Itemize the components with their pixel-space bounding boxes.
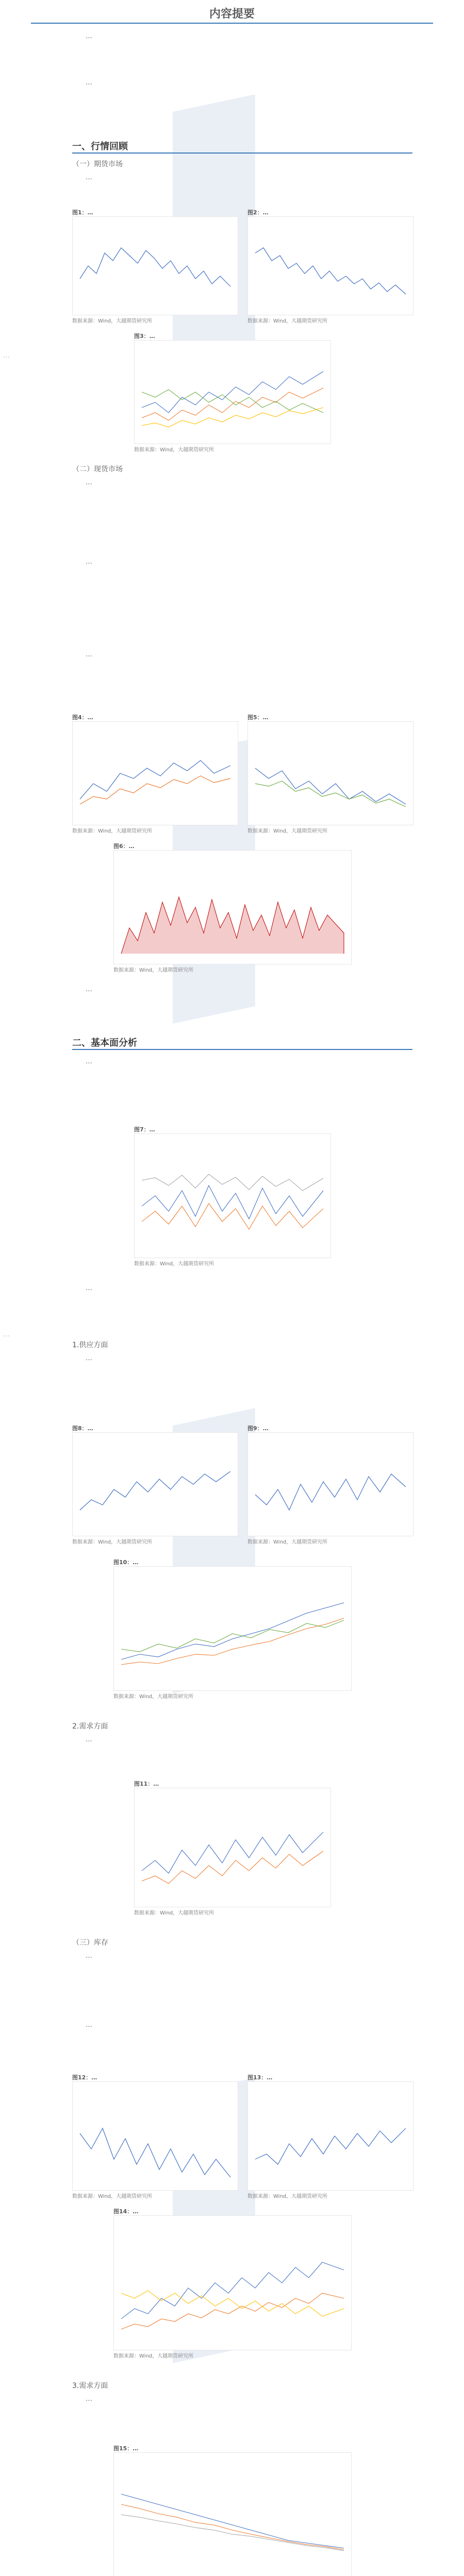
figure-5-series-line [255, 768, 406, 804]
figure-11-source: 数据来源：Wind，大越期货研究所 [134, 1910, 214, 1916]
figure-15-series-b [121, 2504, 344, 2550]
side-label-3 [2, 2421, 10, 2576]
figure-13-title: 图13：… [247, 2074, 273, 2081]
section-divider-2 [72, 1049, 412, 1050]
subheading-2-1: 1.供应方面 [72, 1341, 108, 1349]
figure-12-source: 数据来源：Wind，大越期货研究所 [72, 2194, 153, 2199]
figure-10 [113, 1566, 352, 1691]
figure-7-series-b [142, 1204, 323, 1229]
section2-intro-paragraph: … [86, 1058, 92, 1065]
figure-1 [72, 216, 238, 315]
figure-11-title: 图11：… [134, 1781, 159, 1787]
subheading-2-4: 3.需求方面 [72, 2382, 108, 2390]
figure-3-title: 图3：… [134, 333, 155, 340]
figure-9-svg [248, 1433, 413, 1536]
figure-14-series-c [121, 2291, 344, 2316]
figure-12-title: 图12：… [72, 2074, 97, 2081]
section1-sub2-paragraph-3: … [86, 651, 92, 658]
subheading-1-2: （二）现货市场 [72, 465, 123, 473]
figure-14-svg [114, 2216, 351, 2350]
figure-3-series-b [142, 388, 323, 420]
figure-5-series-line-2 [255, 781, 406, 807]
figure-9 [247, 1432, 413, 1536]
figure-5-source: 数据来源：Wind，大越期货研究所 [247, 828, 328, 834]
figure-2-svg [248, 217, 413, 315]
figure-13-svg [248, 2082, 413, 2190]
figure-14-series-a [121, 2262, 344, 2319]
figure-9-title: 图9：… [247, 1425, 269, 1432]
figure-10-series-a [121, 1603, 344, 1659]
figure-14-title: 图14：… [113, 2208, 139, 2215]
side-label-1: … [3, 351, 10, 360]
figure-3-source: 数据来源：Wind，大越期货研究所 [134, 447, 214, 453]
figure-8-source: 数据来源：Wind，大越期货研究所 [72, 1539, 153, 1545]
figure-2-series-line [255, 248, 406, 294]
figure-7-series-a [142, 1185, 323, 1219]
title-divider [31, 23, 433, 24]
figure-8 [72, 1432, 238, 1536]
figure-10-series-c [121, 1620, 344, 1652]
figure-8-series-line [80, 1471, 230, 1510]
figure-4-svg [73, 722, 238, 825]
section-heading-1: 一、行情回顾 [72, 141, 128, 152]
section1-sub2-paragraph-2: … [86, 558, 92, 566]
section2-sub1-paragraph: … [86, 1354, 92, 1362]
subheading-2-2: 2.需求方面 [72, 1722, 108, 1731]
subheading-2-3: （三）库存 [72, 1939, 108, 1947]
figure-2-title: 图2：… [247, 209, 269, 216]
section2-sub3-paragraph-1: … [86, 1952, 92, 1960]
figure-10-title: 图10：… [113, 1559, 139, 1566]
figure-12-series-line [80, 2128, 230, 2177]
section-heading-2: 二、基本面分析 [72, 1038, 137, 1048]
figure-7-svg [135, 1134, 330, 1258]
figure-4-source: 数据来源：Wind，大越期货研究所 [72, 828, 153, 834]
figure-15-series-c [121, 2515, 344, 2551]
figure-7-source: 数据来源：Wind，大越期货研究所 [134, 1261, 214, 1267]
figure-5 [247, 721, 413, 825]
figure-3-series-c [142, 389, 323, 413]
figure-3-svg [135, 341, 330, 444]
figure-3-series-d [142, 408, 323, 427]
section1-paragraph-1: … [86, 174, 92, 181]
figure-14-series-b [121, 2293, 344, 2329]
section1-closing-line: … [86, 986, 92, 993]
figure-6-area [121, 897, 344, 954]
figure-5-svg [248, 722, 413, 825]
figure-12 [72, 2081, 238, 2191]
figure-10-source: 数据来源：Wind，大越期货研究所 [113, 1694, 194, 1700]
figure-10-series-b [121, 1618, 344, 1665]
figure-4-series-line-2 [80, 776, 230, 804]
figure-11-series-b [142, 1851, 323, 1884]
figure-6-svg [114, 851, 351, 964]
figure-2 [247, 216, 413, 315]
figure-1-title: 图1：… [72, 209, 93, 216]
section1-sub2-paragraph-1: … [86, 479, 92, 486]
figure-1-svg [73, 217, 238, 315]
figure-7-series-c [142, 1174, 323, 1191]
figure-6-title: 图6：… [113, 843, 135, 850]
figure-1-series-line [80, 248, 230, 286]
figure-8-svg [73, 1433, 238, 1536]
figure-11-svg [135, 1788, 330, 1907]
figure-9-series-line [255, 1474, 406, 1510]
summary-paragraph-2: … [86, 79, 92, 87]
figure-6 [113, 850, 352, 964]
subheading-1-1: （一）期货市场 [72, 160, 123, 168]
figure-6-source: 数据来源：Wind，大越期货研究所 [113, 968, 194, 973]
figure-11 [134, 1788, 331, 1907]
figure-10-svg [114, 1567, 351, 1690]
section2-paragraph-after-fig7: … [86, 1284, 92, 1292]
section2-sub2-paragraph: … [86, 1736, 92, 1743]
figure-13-source: 数据来源：Wind，大越期货研究所 [247, 2194, 328, 2199]
figure-15 [113, 2452, 352, 2576]
section2-sub3-paragraph-2: … [86, 2021, 92, 2029]
figure-2-source: 数据来源：Wind，大越期货研究所 [247, 318, 328, 324]
figure-7 [134, 1133, 331, 1258]
figure-14 [113, 2215, 352, 2350]
figure-9-source: 数据来源：Wind，大越期货研究所 [247, 1539, 328, 1545]
section-divider-1 [72, 152, 412, 154]
figure-14-source: 数据来源：Wind，大越期货研究所 [113, 2353, 194, 2359]
figure-5-title: 图5：… [247, 714, 269, 721]
figure-7-title: 图7：… [134, 1126, 155, 1133]
figure-3 [134, 340, 331, 444]
figure-15-series-a [121, 2494, 344, 2548]
figure-13 [247, 2081, 413, 2191]
figure-12-svg [73, 2082, 238, 2190]
figure-15-svg [114, 2453, 351, 2576]
summary-paragraph-1: … [86, 32, 92, 40]
section2-sub4-paragraph: … [86, 2395, 92, 2403]
figure-4 [72, 721, 238, 825]
figure-15-title: 图15：… [113, 2445, 139, 2452]
page-title: 内容提要 [209, 8, 255, 21]
figure-1-source: 数据来源：Wind，大越期货研究所 [72, 318, 153, 324]
figure-8-title: 图8：… [72, 1425, 93, 1432]
figure-11-series-a [142, 1832, 323, 1873]
figure-4-title: 图4：… [72, 714, 93, 721]
side-label-2: … [3, 1330, 10, 1338]
figure-13-series-line [255, 2128, 406, 2164]
